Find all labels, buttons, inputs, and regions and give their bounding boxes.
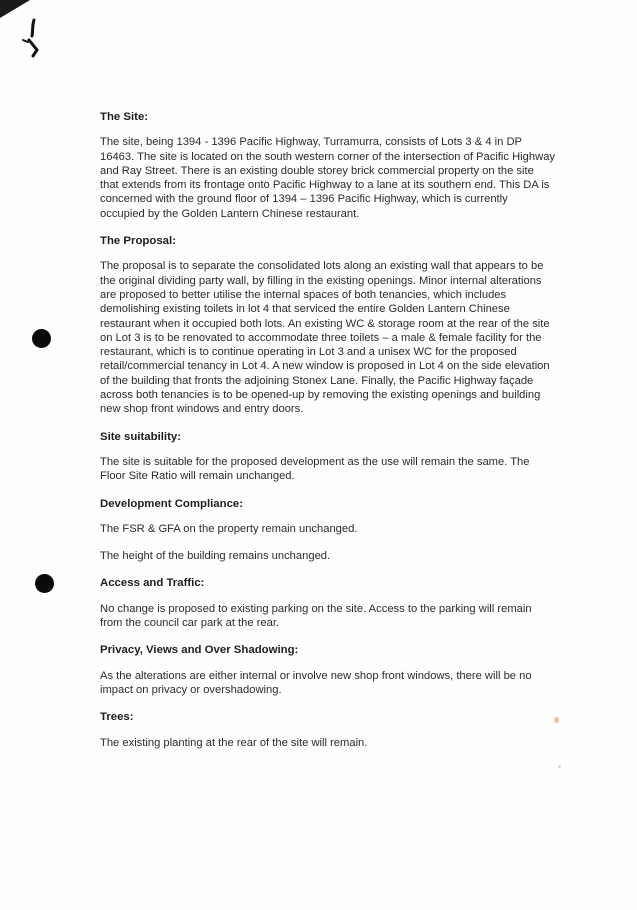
section-paragraph: As the alterations are either internal or involve new shop front windows, there will be no impact on privacy or overshadowing. — [100, 669, 532, 696]
section-access-and-traffic — [100, 576, 580, 630]
section-paragraph: The site, being 1394 - 1396 Pacific Highway, Turramurra, consists of Lots 3 & 4 in DP 16463. The site is located on the south western corner of the intersection of Pacific Highway and Ray Street. There is an existing double storey brick commercial property on the site that extends from its frontage onto Pacific Highway to a lane at its southern end. This DA is concerned with the ground floor of 1394 – 1396 Pacific Highway, which is currently occupied by the Golden Lantern Chinese restaurant. — [100, 136, 556, 220]
punch-hole-top — [32, 329, 51, 348]
section-site-suitability — [100, 430, 580, 484]
section-heading: Access and Traffic: — [100, 577, 205, 590]
section-paragraph: The proposal is to separate the consolidated lots along an existing wall that appears to be the original dividing party wall, by filling in the existing openings. Minor internal alterations are proposed to better utilise the internal spaces of both tenancies, which includes demolishing existing toilets in lot 4 that serviced the entire Golden Lantern Chinese restaurant when it occupied both lots. An existing WC & storage room at the rear of the site on Lot 3 is to be renovated to accommodate three toilets – a male & female facility for the restaurant, which is to continue operating in Lot 3 and a unisex WC for the proposed retail/commercial tenancy in Lot 4. A new window is proposed in Lot 4 on the side elevation of the building that fronts the adjoining Stonex Lane. Finally, the Pacific Highway façade across both tenancies is to be opened-up by removing the existing openings and building new shop front windows and entry doors. — [100, 260, 550, 416]
section-paragraph: The FSR & GFA on the property remain unchanged. — [100, 522, 358, 535]
section-development-compliance — [100, 497, 580, 564]
section-paragraph: The height of the building remains unchanged. — [100, 550, 331, 563]
folded-corner — [0, 0, 30, 18]
section-heading: Site suitability: — [100, 430, 182, 443]
section-heading: The Site: — [100, 111, 149, 123]
section-heading: The Proposal: — [100, 235, 176, 248]
section-heading: Trees: — [100, 711, 134, 724]
section-privacy-views-shadowing — [100, 643, 580, 697]
section-the-proposal — [100, 234, 580, 417]
section-paragraph: No change is proposed to existing parking on the site. Access to the parking will remain from the council car park at the rear. — [100, 602, 532, 630]
section-heading: Privacy, Views and Over Shadowing: — [100, 644, 299, 657]
section-heading: Development Compliance: — [100, 497, 244, 510]
scan-mark — [14, 18, 44, 63]
section-trees — [100, 710, 580, 750]
punch-hole-bottom — [35, 574, 54, 593]
section-paragraph: The existing planting at the rear of the site will remain. — [100, 736, 368, 749]
document-body — [100, 110, 580, 763]
paper-speck — [558, 765, 561, 768]
section-the-site — [100, 110, 580, 221]
section-paragraph: The site is suitable for the proposed development as the use will remain the same. The Floor Site Ratio will remain unchanged. — [100, 455, 530, 483]
